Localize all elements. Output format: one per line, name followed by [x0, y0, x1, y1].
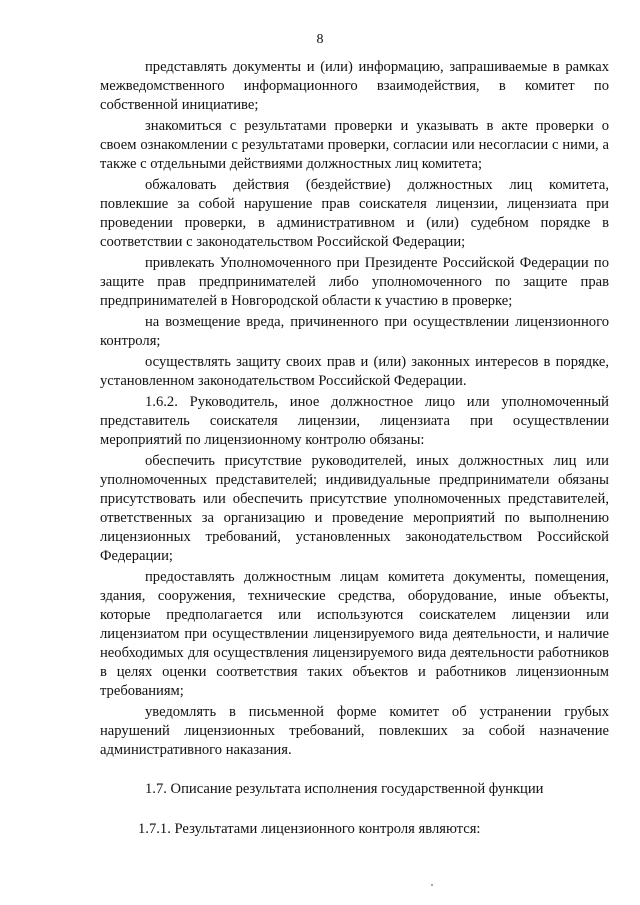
- page-number: 8: [316, 32, 324, 47]
- paragraph-review-results: знакомиться с результатами проверки и указывать в акте проверки о своем ознакомлении с результатами проверки, согласии или несогласии с ними, а также с отдельными действиями должностных лиц комитета;: [100, 118, 609, 172]
- subsection-heading: 1.7.1. Результатами лицензионного контроля являются:: [138, 821, 481, 837]
- paragraph-notify-violations: уведомлять в письменной форме комитет об устранении грубых нарушений лицензионных требований, повлекших за собой назначение административного наказания.: [100, 704, 609, 758]
- paragraph-obligations-intro: 1.6.2. Руководитель, иное должностное лицо или уполномоченный представитель соискателя лицензии, лицензиата при осуществлении мероприятий по лицензионному контролю обязаны:: [100, 394, 609, 448]
- paragraph-provide-premises: предоставлять должностным лицам комитета документы, помещения, здания, сооружения, технические средства, оборудование, иные объекты, которые предполагается или используются соискателем лицензии или лицензиатом при осуществлении лицензируемого вида деятельности, и наличие необходимых для осуществления лицензируемого вида деятельности работников в целях оценки соответствия таких объектов и работников лицензионным требованиям;: [100, 569, 609, 699]
- paragraph-compensation: на возмещение вреда, причиненного при осуществлении лицензионного контроля;: [100, 314, 609, 349]
- document-body: [100, 58, 609, 839]
- paragraph-provide-documents: представлять документы и (или) информацию, запрашиваемые в рамках межведомственного информационного взаимодействия, в комитет по собственной инициативе;: [100, 59, 609, 113]
- paragraph-ensure-presence: обеспечить присутствие руководителей, иных должностных лиц или уполномоченных представителей; индивидуальные предприниматели обязаны присутствовать или обеспечить присутствие уполномоченных представителей, ответственных за организацию и проведение мероприятий по выполнению лицензионных требований, установленных законодательством Российской Федерации;: [100, 453, 609, 564]
- scan-speck: [431, 884, 433, 886]
- paragraph-protect-rights: осуществлять защиту своих прав и (или) законных интересов в порядке, установленном законодательством Российской Федерации.: [100, 354, 609, 389]
- paragraph-involve-ombudsman: привлекать Уполномоченного при Президенте Российской Федерации по защите прав предпринимателей либо уполномоченного по защите прав предпринимателей в Новгородской области к участию в проверке;: [100, 255, 609, 309]
- section-heading: 1.7. Описание результата исполнения государственной функции: [145, 781, 544, 797]
- paragraph-appeal-actions: обжаловать действия (бездействие) должностных лиц комитета, повлекшие за собой нарушение прав соискателя лицензии, лицензиата при проведении проверки, в административном и (или) судебном порядке в соответствии с законодательством Российской Федерации;: [100, 177, 609, 250]
